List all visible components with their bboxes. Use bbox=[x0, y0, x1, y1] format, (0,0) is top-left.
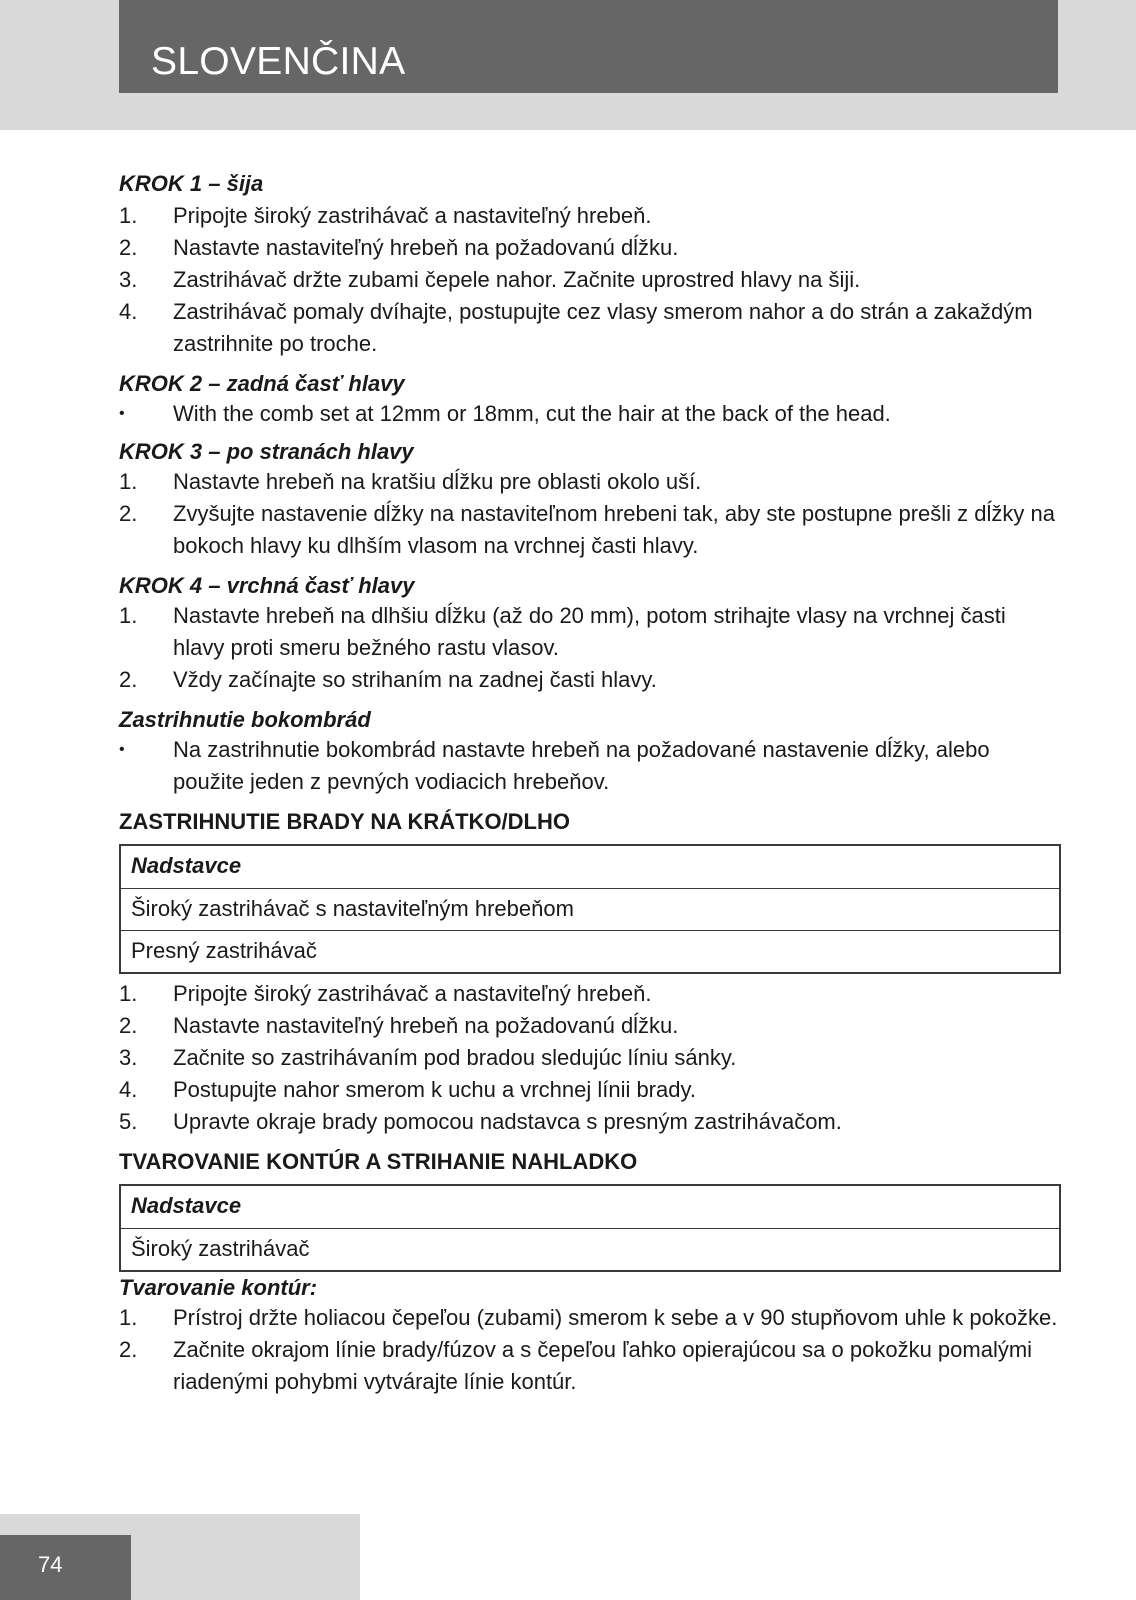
step4-heading: KROK 4 – vrchná časť hlavy bbox=[119, 573, 415, 598]
list-item: 3. Zastrihávač držte zubami čepele nahor. Začnite uprostred hlavy na šiji. bbox=[119, 267, 861, 292]
list-item: • Na zastrihnutie bokombrád nastavte hrebeň na požadované nastavenie dĺžky, alebo použite jeden z pevných vodiacich hrebeňov. bbox=[119, 737, 990, 794]
list-item: • With the comb set at 12mm or 18mm, cut the hair at the back of the head. bbox=[119, 401, 891, 426]
list-item: 1. Prístroj držte holiacou čepeľou (zubami) smerom k sebe a v 90 stupňovom uhle k pokožke. bbox=[119, 1305, 1058, 1330]
list-item: 2. Nastavte nastaviteľný hrebeň na požadovanú dĺžku. bbox=[119, 235, 679, 260]
beard-heading: ZASTRIHNUTIE BRADY NA KRÁTKO/DLHO bbox=[119, 809, 570, 834]
contour-heading: TVAROVANIE KONTÚR A STRIHANIE NAHLADKO bbox=[119, 1149, 638, 1174]
list-item: 2. Vždy začínajte so strihaním na zadnej časti hlavy. bbox=[119, 667, 657, 692]
page-number: 74 bbox=[38, 1552, 63, 1577]
list-item: 2. Začnite okrajom línie brady/fúzov a s čepeľou ľahko opierajúcou sa o pokožku pomalými riadenými pohybmi vytvárajte línie kontúr. bbox=[119, 1337, 1033, 1394]
list-item: 1. Nastavte hrebeň na dlhšiu dĺžku (až do 20 mm), potom strihajte vlasy na vrchnej časti hlavy proti smeru bežného rastu vlasov. bbox=[119, 603, 1006, 660]
step2-heading: KROK 2 – zadná časť hlavy bbox=[119, 371, 405, 396]
list-item: 1. Pripojte široký zastrihávač a nastaviteľný hrebeň. bbox=[119, 981, 652, 1006]
table-row: Široký zastrihávač bbox=[121, 1228, 1059, 1270]
attachments-table bbox=[119, 844, 1061, 974]
list-item: 2. Zvyšujte nastavenie dĺžky na nastaviteľnom hrebeni tak, aby ste postupne prešli z dĺžky na bokoch hlavy ku dlhším vlasom na vrchnej časti hlavy. bbox=[119, 501, 1055, 558]
title-bar bbox=[119, 0, 1058, 93]
list-item: 5. Upravte okraje brady pomocou nadstavca s presným zastrihávačom. bbox=[119, 1109, 842, 1134]
attachments-table bbox=[119, 1184, 1061, 1272]
table-header: Nadstavce bbox=[131, 853, 242, 878]
list-item: 1. Pripojte široký zastrihávač a nastaviteľný hrebeň. bbox=[119, 203, 652, 228]
list-item: 3. Začnite so zastrihávaním pod bradou sledujúc líniu sánky. bbox=[119, 1045, 737, 1070]
sideburns-heading: Zastrihnutie bokombrád bbox=[119, 707, 371, 732]
manual-content bbox=[119, 170, 1061, 1398]
list-item: 4. Postupujte nahor smerom k uchu a vrchnej línii brady. bbox=[119, 1077, 696, 1102]
list-item: 2. Nastavte nastaviteľný hrebeň na požadovanú dĺžku. bbox=[119, 1013, 679, 1038]
table-row: Presný zastrihávač bbox=[121, 930, 1059, 972]
step1-heading: KROK 1 – šija bbox=[119, 171, 264, 196]
list-item: 1. Nastavte hrebeň na kratšiu dĺžku pre oblasti okolo uší. bbox=[119, 469, 702, 494]
contour-subheading: Tvarovanie kontúr: bbox=[119, 1275, 318, 1300]
page-number-box bbox=[0, 1535, 131, 1600]
table-row: Široký zastrihávač s nastaviteľným hrebeňom bbox=[121, 888, 1059, 930]
page-title: SLOVENČINA bbox=[151, 40, 406, 83]
table-header: Nadstavce bbox=[131, 1193, 242, 1218]
list-item: 4. Zastrihávač pomaly dvíhajte, postupujte cez vlasy smerom nahor a do strán a zakaždým zastrihnite po troche. bbox=[119, 299, 1033, 356]
step3-heading: KROK 3 – po stranách hlavy bbox=[119, 439, 414, 464]
